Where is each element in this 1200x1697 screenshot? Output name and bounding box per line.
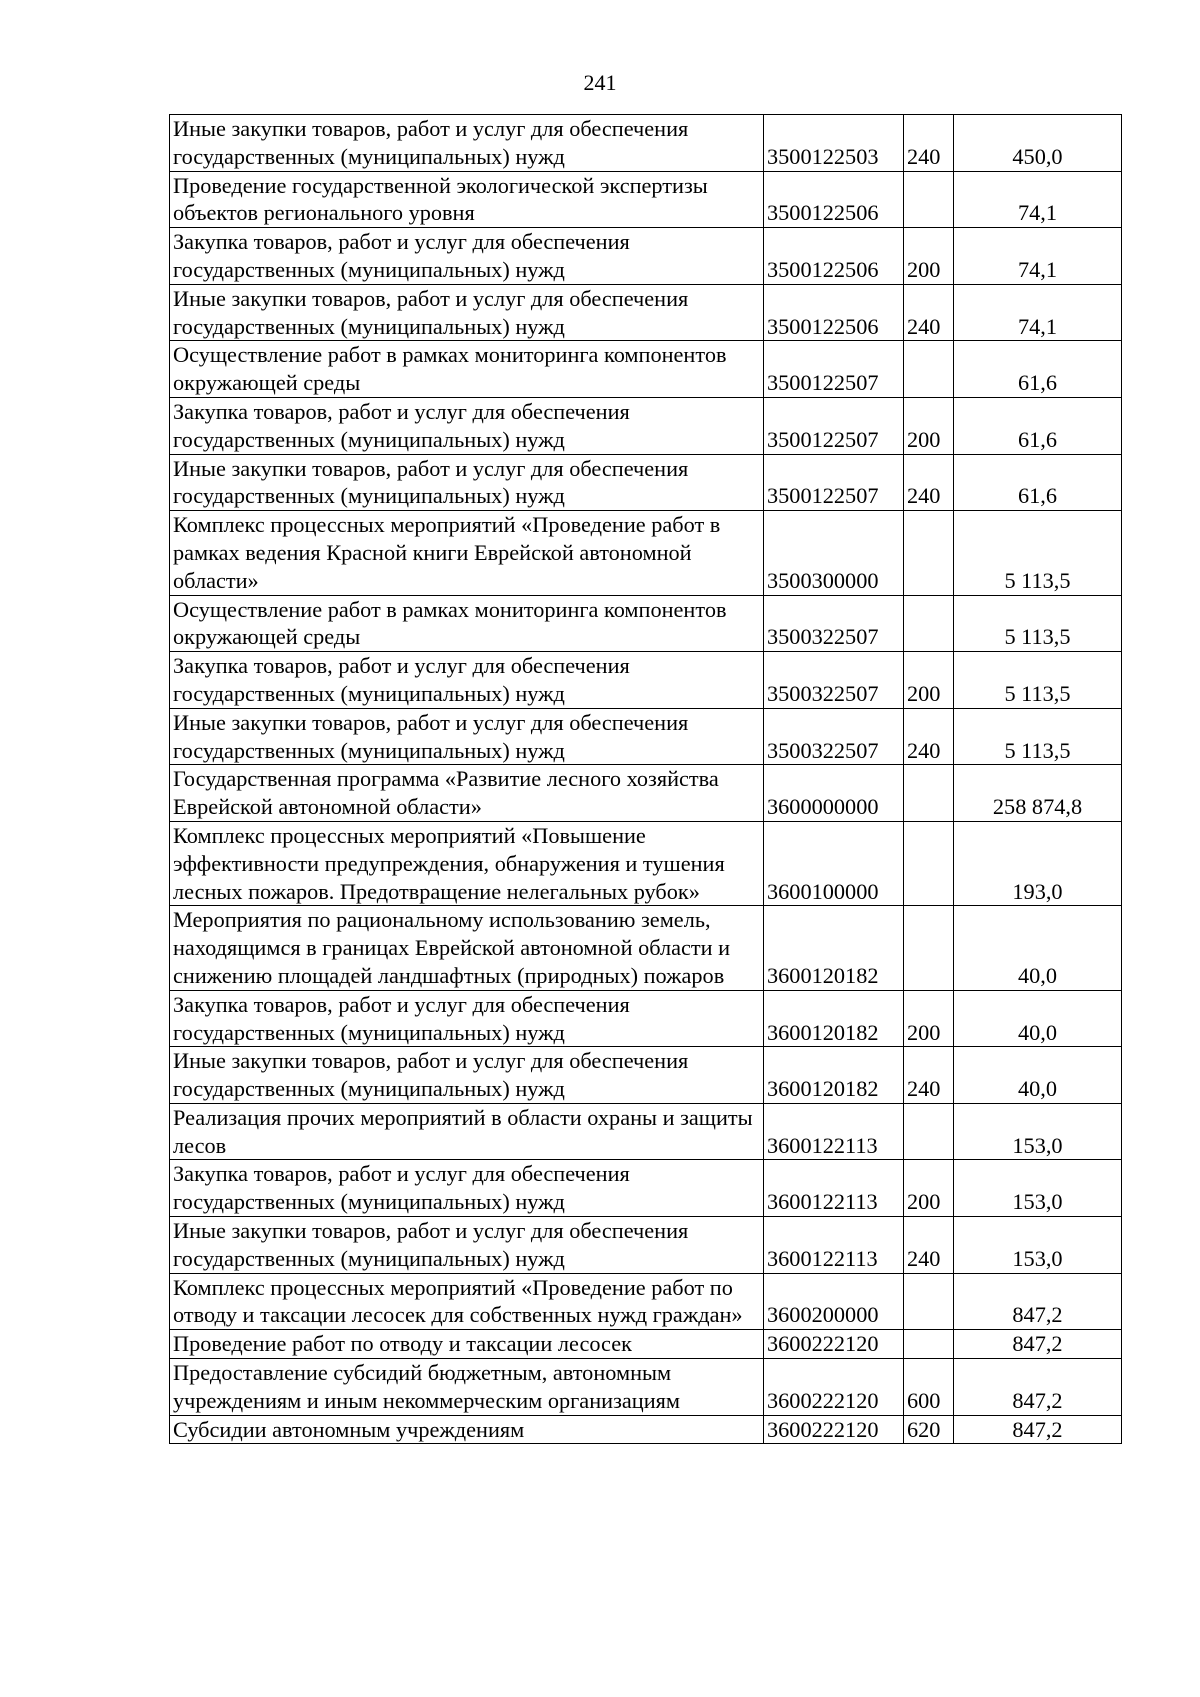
row-amount-cell: 847,2 xyxy=(954,1415,1122,1444)
row-code-cell: 3600200000 xyxy=(764,1273,904,1330)
row-amount-cell: 193,0 xyxy=(954,821,1122,905)
table-row xyxy=(170,284,1122,341)
row-name-cell: Субсидии автономным учреждениям xyxy=(170,1415,764,1444)
row-amount-cell: 61,6 xyxy=(954,397,1122,454)
row-code-cell: 3500122507 xyxy=(764,397,904,454)
row-name-cell: Закупка товаров, работ и услуг для обеспечения государственных (муниципальных) нужд xyxy=(170,652,764,709)
table-row xyxy=(170,454,1122,511)
row-name-cell: Осуществление работ в рамках мониторинга компонентов окружающей среды xyxy=(170,341,764,398)
row-code-cell: 3600222120 xyxy=(764,1359,904,1416)
row-expense-type-cell xyxy=(904,171,954,228)
row-code-cell: 3500122506 xyxy=(764,284,904,341)
row-code-cell: 3600222120 xyxy=(764,1330,904,1359)
row-name-cell: Реализация прочих мероприятий в области охраны и защиты лесов xyxy=(170,1103,764,1160)
row-expense-type-cell: 240 xyxy=(904,284,954,341)
row-expense-type-cell: 240 xyxy=(904,708,954,765)
row-amount-cell: 5 113,5 xyxy=(954,595,1122,652)
table-row xyxy=(170,171,1122,228)
table-row xyxy=(170,1217,1122,1274)
row-amount-cell: 5 113,5 xyxy=(954,511,1122,595)
row-code-cell: 3500122506 xyxy=(764,171,904,228)
row-expense-type-cell xyxy=(904,511,954,595)
row-expense-type-cell xyxy=(904,341,954,398)
row-amount-cell: 847,2 xyxy=(954,1330,1122,1359)
row-name-cell: Иные закупки товаров, работ и услуг для обеспечения государственных (муниципальных) нужд xyxy=(170,454,764,511)
row-expense-type-cell: 200 xyxy=(904,990,954,1047)
row-name-cell: Проведение работ по отводу и таксации лесосек xyxy=(170,1330,764,1359)
table-row xyxy=(170,1103,1122,1160)
row-code-cell: 3500122503 xyxy=(764,115,904,172)
row-name-cell: Иные закупки товаров, работ и услуг для обеспечения государственных (муниципальных) нужд xyxy=(170,1217,764,1274)
row-code-cell: 3600000000 xyxy=(764,765,904,822)
row-expense-type-cell: 200 xyxy=(904,397,954,454)
row-expense-type-cell: 240 xyxy=(904,1047,954,1104)
row-amount-cell: 153,0 xyxy=(954,1103,1122,1160)
row-code-cell: 3600122113 xyxy=(764,1217,904,1274)
row-code-cell: 3500122507 xyxy=(764,454,904,511)
table-row xyxy=(170,1160,1122,1217)
table-row xyxy=(170,397,1122,454)
row-amount-cell: 153,0 xyxy=(954,1217,1122,1274)
row-code-cell: 3500300000 xyxy=(764,511,904,595)
row-amount-cell: 847,2 xyxy=(954,1273,1122,1330)
row-code-cell: 3600120182 xyxy=(764,990,904,1047)
row-expense-type-cell: 200 xyxy=(904,228,954,285)
row-expense-type-cell: 240 xyxy=(904,115,954,172)
row-amount-cell: 153,0 xyxy=(954,1160,1122,1217)
row-name-cell: Комплекс процессных мероприятий «Проведение работ по отводу и таксации лесосек для собственных нужд граждан» xyxy=(170,1273,764,1330)
row-code-cell: 3500122507 xyxy=(764,341,904,398)
row-expense-type-cell: 240 xyxy=(904,1217,954,1274)
row-amount-cell: 847,2 xyxy=(954,1359,1122,1416)
row-expense-type-cell: 200 xyxy=(904,652,954,709)
row-expense-type-cell: 600 xyxy=(904,1359,954,1416)
table-row xyxy=(170,1330,1122,1359)
row-expense-type-cell xyxy=(904,1273,954,1330)
table-row xyxy=(170,990,1122,1047)
table-row xyxy=(170,708,1122,765)
row-amount-cell: 5 113,5 xyxy=(954,652,1122,709)
row-amount-cell: 450,0 xyxy=(954,115,1122,172)
row-name-cell: Закупка товаров, работ и услуг для обеспечения государственных (муниципальных) нужд xyxy=(170,990,764,1047)
row-name-cell: Закупка товаров, работ и услуг для обеспечения государственных (муниципальных) нужд xyxy=(170,397,764,454)
row-amount-cell: 74,1 xyxy=(954,171,1122,228)
row-name-cell: Предоставление субсидий бюджетным, автономным учреждениям и иным некоммерческим организациям xyxy=(170,1359,764,1416)
page-number: 241 xyxy=(583,70,617,95)
row-name-cell: Иные закупки товаров, работ и услуг для обеспечения государственных (муниципальных) нужд xyxy=(170,115,764,172)
table-row xyxy=(170,765,1122,822)
row-code-cell: 3600122113 xyxy=(764,1103,904,1160)
row-name-cell: Комплекс процессных мероприятий «Повышение эффективности предупреждения, обнаружения и тушения лесных пожаров. Предотвращение нелегальных рубок» xyxy=(170,821,764,905)
row-amount-cell: 40,0 xyxy=(954,906,1122,990)
row-code-cell: 3500122506 xyxy=(764,228,904,285)
row-amount-cell: 258 874,8 xyxy=(954,765,1122,822)
row-code-cell: 3500322507 xyxy=(764,708,904,765)
row-amount-cell: 40,0 xyxy=(954,1047,1122,1104)
table-row xyxy=(170,652,1122,709)
row-code-cell: 3600222120 xyxy=(764,1415,904,1444)
table-row xyxy=(170,1047,1122,1104)
row-name-cell: Мероприятия по рациональному использованию земель, находящимся в границах Еврейской автономной области и снижению площадей ландшафтных (природных) пожаров xyxy=(170,906,764,990)
row-name-cell: Закупка товаров, работ и услуг для обеспечения государственных (муниципальных) нужд xyxy=(170,1160,764,1217)
row-expense-type-cell xyxy=(904,1103,954,1160)
row-expense-type-cell xyxy=(904,906,954,990)
table-row xyxy=(170,906,1122,990)
row-amount-cell: 61,6 xyxy=(954,341,1122,398)
row-name-cell: Осуществление работ в рамках мониторинга компонентов окружающей среды xyxy=(170,595,764,652)
table-row xyxy=(170,595,1122,652)
row-amount-cell: 74,1 xyxy=(954,284,1122,341)
budget-table-body xyxy=(170,115,1122,1444)
row-name-cell: Иные закупки товаров, работ и услуг для обеспечения государственных (муниципальных) нужд xyxy=(170,1047,764,1104)
row-expense-type-cell xyxy=(904,765,954,822)
table-row xyxy=(170,228,1122,285)
row-amount-cell: 40,0 xyxy=(954,990,1122,1047)
row-code-cell: 3600120182 xyxy=(764,906,904,990)
row-amount-cell: 61,6 xyxy=(954,454,1122,511)
table-row xyxy=(170,1415,1122,1444)
table-row xyxy=(170,1359,1122,1416)
row-name-cell: Закупка товаров, работ и услуг для обеспечения государственных (муниципальных) нужд xyxy=(170,228,764,285)
row-code-cell: 3600120182 xyxy=(764,1047,904,1104)
row-name-cell: Проведение государственной экологической экспертизы объектов регионального уровня xyxy=(170,171,764,228)
row-amount-cell: 74,1 xyxy=(954,228,1122,285)
row-expense-type-cell: 200 xyxy=(904,1160,954,1217)
row-code-cell: 3500322507 xyxy=(764,652,904,709)
row-code-cell: 3500322507 xyxy=(764,595,904,652)
row-expense-type-cell xyxy=(904,595,954,652)
row-expense-type-cell: 620 xyxy=(904,1415,954,1444)
table-row xyxy=(170,1273,1122,1330)
row-name-cell: Государственная программа «Развитие лесного хозяйства Еврейской автономной области» xyxy=(170,765,764,822)
row-name-cell: Иные закупки товаров, работ и услуг для обеспечения государственных (муниципальных) нужд xyxy=(170,708,764,765)
table-row xyxy=(170,115,1122,172)
row-code-cell: 3600122113 xyxy=(764,1160,904,1217)
row-amount-cell: 5 113,5 xyxy=(954,708,1122,765)
row-code-cell: 3600100000 xyxy=(764,821,904,905)
table-row xyxy=(170,821,1122,905)
table-row xyxy=(170,341,1122,398)
row-name-cell: Иные закупки товаров, работ и услуг для обеспечения государственных (муниципальных) нужд xyxy=(170,284,764,341)
budget-table xyxy=(169,114,1122,1444)
row-name-cell: Комплекс процессных мероприятий «Проведение работ в рамках ведения Красной книги Еврейской автономной области» xyxy=(170,511,764,595)
row-expense-type-cell: 240 xyxy=(904,454,954,511)
row-expense-type-cell xyxy=(904,821,954,905)
table-row xyxy=(170,511,1122,595)
row-expense-type-cell xyxy=(904,1330,954,1359)
